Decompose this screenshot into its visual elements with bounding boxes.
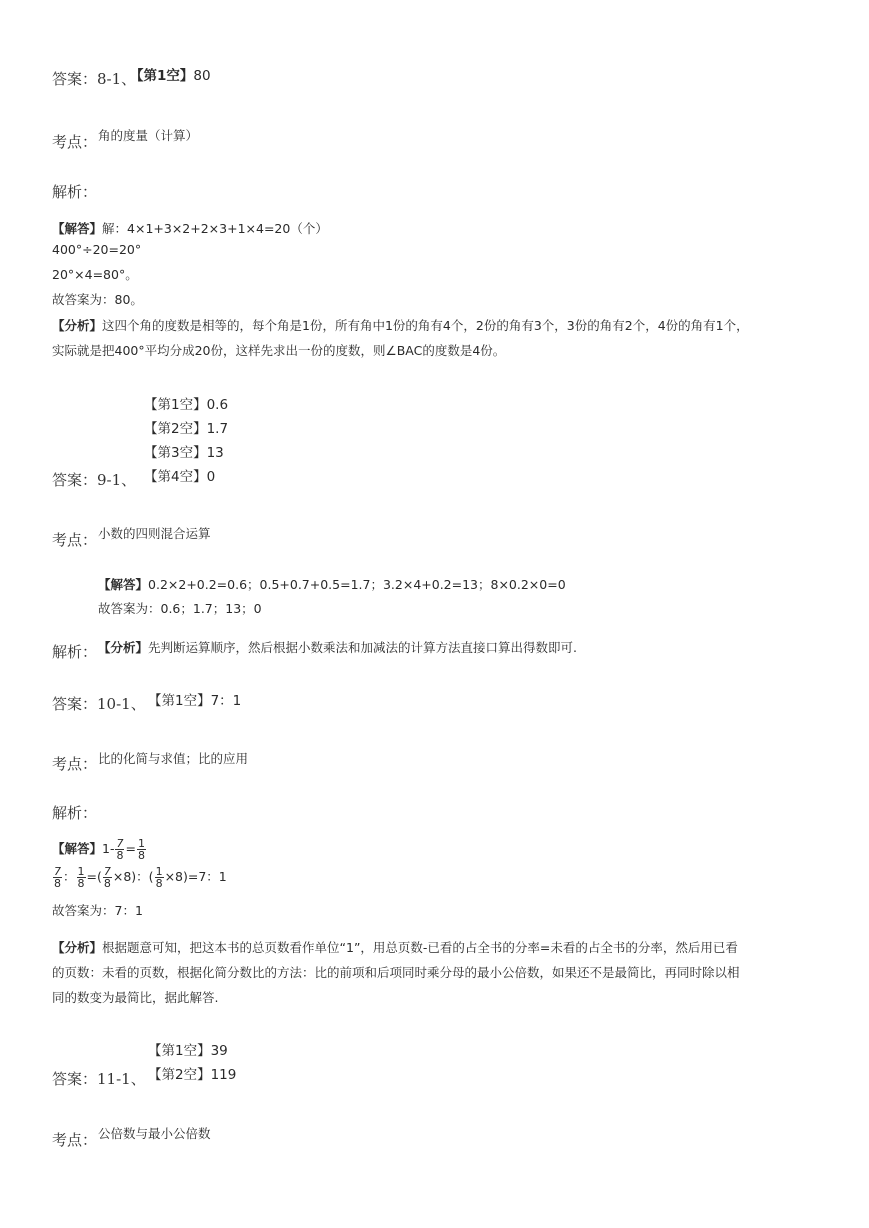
q8-analysis-label: 解析： — [52, 183, 98, 201]
q10-answer-line — [52, 693, 146, 714]
q9-blank-1: 【第1空】0.6 — [144, 397, 229, 413]
solution-tag: 【解答】 — [98, 577, 149, 592]
denominator: 8 — [54, 877, 61, 890]
answer-number: 10-1、 — [97, 695, 146, 713]
expr-text: ×8)=7：1 — [164, 869, 227, 884]
solution-tag: 【解答】 — [52, 221, 103, 236]
q11-blank-2: 【第2空】119 — [148, 1067, 237, 1083]
q9-analysis-label: 解析： — [52, 643, 98, 661]
fraction — [103, 866, 112, 889]
q10-solution-line-2 — [52, 866, 227, 889]
numerator: 7 — [103, 865, 111, 878]
denominator: 8 — [155, 877, 163, 890]
analysis-tag: 【分析】 — [52, 940, 103, 955]
q8-blank-1 — [130, 64, 211, 84]
q9-solution-line-1 — [98, 575, 566, 593]
q10-blank-1: 【第1空】7：1 — [148, 693, 242, 709]
q8-solution-line-3: 20°×4=80°。 — [52, 267, 138, 282]
numerator: 7 — [116, 837, 124, 850]
numerator: 7 — [54, 865, 61, 878]
fraction — [137, 838, 146, 861]
fraction — [77, 866, 86, 889]
q10-point-label: 考点： — [52, 755, 98, 773]
answer-label: 答案： — [52, 471, 98, 489]
q9-answer-line — [52, 469, 136, 490]
blank-value: 80 — [193, 68, 211, 84]
analysis-text: 根据题意可知，把这本书的总页数看作单位“1”，用总页数-已看的占全书的分率=未看的占全书的分率，然后用已看 — [102, 940, 738, 955]
solution-text: 解：4×1+3×2+2×3+1×4=20（个） — [102, 221, 328, 236]
q10-analysis-line-3: 同的数变为最简比，据此解答. — [52, 990, 219, 1005]
q8-solution-line-2: 400°÷20=20° — [52, 242, 142, 257]
denominator: 8 — [77, 877, 85, 890]
numerator: 1 — [77, 865, 85, 878]
answer-number: 11-1、 — [97, 1070, 146, 1088]
q8-analysis-line-2: 实际就是把400°平均分成20份，这样先求出一份的度数，则∠BAC的度数是4份。 — [52, 343, 506, 358]
denominator: 8 — [137, 849, 145, 862]
answer-number: 8-1、 — [97, 70, 137, 88]
answer-number: 9-1、 — [97, 471, 137, 489]
q11-answer-line — [52, 1068, 146, 1089]
expr-text: 1- — [102, 841, 115, 856]
analysis-text: 先判断运算顺序，然后根据小数乘法和加减法的计算方法直接口算出得数即可. — [148, 640, 577, 655]
q9-point-label: 考点： — [52, 531, 98, 549]
denominator: 8 — [103, 877, 111, 890]
q8-solution-line-1 — [52, 219, 328, 237]
blank-tag: 【第1空】 — [130, 68, 194, 84]
q11-point-text: 公倍数与最小公倍数 — [98, 1126, 211, 1141]
solution-text: 0.2×2+0.2=0.6；0.5+0.7+0.5=1.7；3.2×4+0.2=13；8×0.2×0=0 — [148, 577, 566, 592]
q9-blank-3: 【第3空】13 — [144, 445, 224, 461]
q10-solution-line-3: 故答案为：7：1 — [52, 903, 143, 918]
q10-point-text: 比的化简与求值；比的应用 — [98, 751, 249, 766]
q9-blank-2: 【第2空】1.7 — [144, 421, 229, 437]
q10-solution-line-1 — [52, 838, 147, 861]
q8-solution-line-4: 故答案为：80。 — [52, 292, 143, 307]
q9-blank-4: 【第4空】0 — [144, 469, 216, 485]
expr-text: =( — [86, 869, 102, 884]
solution-tag: 【解答】 — [52, 841, 103, 856]
expr-text: ： — [63, 869, 76, 884]
q8-point-text: 角的度量（计算） — [98, 128, 199, 143]
q11-blank-1: 【第1空】39 — [148, 1043, 228, 1059]
numerator: 1 — [155, 865, 163, 878]
fraction — [155, 866, 164, 889]
fraction — [53, 866, 62, 889]
analysis-tag: 【分析】 — [98, 640, 149, 655]
q10-analysis-line-1 — [52, 938, 738, 956]
q11-point-label: 考点： — [52, 1131, 98, 1149]
analysis-tag: 【分析】 — [52, 318, 103, 333]
expr-text: = — [125, 841, 136, 856]
numerator: 1 — [137, 837, 145, 850]
q10-analysis-line-2: 的页数：未看的页数，根据化简分数比的方法：比的前项和后项同时乘分母的最小公倍数，如果还不是最简比，再同时除以相 — [52, 965, 740, 980]
denominator: 8 — [116, 849, 124, 862]
answer-label: 答案： — [52, 695, 98, 713]
fraction — [115, 838, 124, 861]
q10-analysis-label: 解析： — [52, 804, 98, 822]
answer-label: 答案： — [52, 1070, 98, 1088]
q8-point-label: 考点： — [52, 133, 98, 151]
q8-analysis-line-1 — [52, 316, 749, 334]
q8-answer-line — [52, 68, 136, 89]
expr-text: ×8)：( — [112, 869, 154, 884]
q9-point-text: 小数的四则混合运算 — [98, 526, 211, 541]
answer-label: 答案： — [52, 70, 98, 88]
q9-analysis-line — [98, 638, 577, 656]
q9-solution-line-2: 故答案为：0.6；1.7；13；0 — [98, 601, 262, 616]
analysis-text: 这四个角的度数是相等的，每个角是1份，所有角中1份的角有4个，2份的角有3个，3份的角有2个，4份的角有1个， — [102, 318, 749, 333]
